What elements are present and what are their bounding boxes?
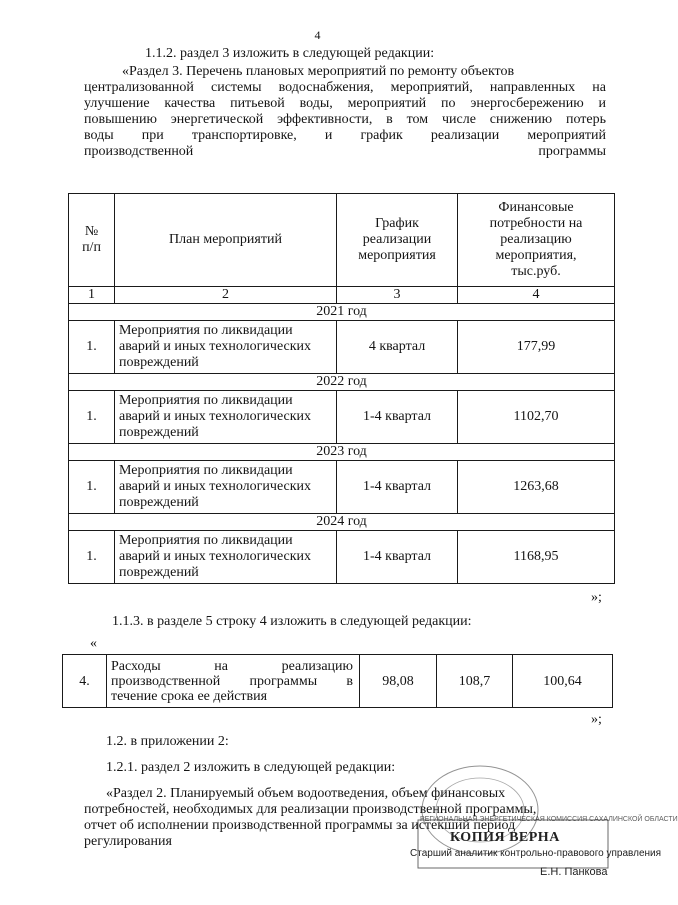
quote-line-3: повышению энергетической эффективности, в том числе снижению потерь [84,112,606,127]
table-row [69,391,615,444]
row-schedule: 1-4 квартал [337,461,458,514]
expenses-table [62,654,613,708]
year-label: 2024 год [69,514,615,531]
quote-line-5: производственной программы [84,144,606,159]
row-measure: Мероприятия по ликвидации аварий и иных технологических повреждений [115,321,337,374]
year-row-2022 [69,374,615,391]
row-measure: Мероприятия по ликвидации аварий и иных технологических повреждений [115,391,337,444]
year-label: 2021 год [69,304,615,321]
close-quote-1: »; [591,590,602,605]
row-value: 100,64 [513,655,613,708]
quote3-line-1: потребностей, необходимых для реализации производственной программы, [84,802,537,817]
col-number: 3 [337,287,458,304]
quote-line-4: воды при транспортировке, и график реализации мероприятий [84,128,606,143]
header-schedule: График реализации мероприятия [337,194,458,287]
header-plan: План мероприятий [115,194,337,287]
row-amount: 1102,70 [458,391,615,444]
header-finance: Финансовые потребности на реализацию мероприятия, тыс.руб. [458,194,615,287]
row-amount: 1168,95 [458,531,615,584]
stamp-signer-name: Е.Н. Панкова [540,866,608,878]
year-row-2024 [69,514,615,531]
table-row [69,461,615,514]
section-1-2-1: 1.2.1. раздел 2 изложить в следующей редакции: [106,760,396,775]
section-1-1-3: 1.1.3. в разделе 5 строку 4 изложить в следующей редакции: [112,614,472,629]
row-value: 108,7 [437,655,513,708]
row-measure: Мероприятия по ликвидации аварий и иных технологических повреждений [115,531,337,584]
col-number: 1 [69,287,115,304]
col-number: 2 [115,287,337,304]
quote-line-2: улучшение качества питьевой воды, мероприятий по энергосбережению и [84,96,606,111]
row-num: 1. [69,531,115,584]
table-row [63,655,613,708]
row-num: 1. [69,391,115,444]
row-num: 4. [63,655,107,708]
page-number: 4 [314,28,321,42]
quote-line-0: «Раздел 3. Перечень плановых мероприятий по ремонту объектов [122,64,515,79]
open-quote-2: « [90,636,97,651]
row-num: 1. [69,321,115,374]
row-schedule: 1-4 квартал [337,391,458,444]
section-1-1-2: 1.1.2. раздел 3 изложить в следующей редакции: [145,46,435,61]
quote3-line-3: регулирования [84,834,172,849]
quote-line-1: централизованной системы водоснабжения, мероприятий, направленных на [84,80,606,95]
table-header-row [69,194,615,287]
header-num: № п/п [69,194,115,287]
row-schedule: 4 квартал [337,321,458,374]
row-num: 1. [69,461,115,514]
year-row-2021 [69,304,615,321]
measures-table [68,193,615,584]
table-row [69,531,615,584]
year-label: 2022 год [69,374,615,391]
row-measure: Мероприятия по ликвидации аварий и иных технологических повреждений [115,461,337,514]
close-quote-2: »; [591,712,602,727]
copy-verified-label: КОПИЯ ВЕРНА [450,830,560,845]
row-amount: 1263,68 [458,461,615,514]
year-label: 2023 год [69,444,615,461]
section-1-2: 1.2. в приложении 2: [106,734,229,749]
row-value: 98,08 [360,655,437,708]
col-number: 4 [458,287,615,304]
quote3-line-2: отчет об исполнении производственной программы за истекший период [84,818,516,833]
table-row [69,321,615,374]
stamp-position: Старший аналитик контрольно-правового управления [410,848,662,859]
quote3-line-0: «Раздел 2. Планируемый объем водоотведения, объем финансовых [106,786,506,801]
column-numbers-row [69,287,615,304]
year-row-2023 [69,444,615,461]
row-amount: 177,99 [458,321,615,374]
seal-text: РЕГИОНАЛЬНАЯ ЭНЕРГЕТИЧЕСКАЯ КОМИССИЯ САХАЛИНСКОЙ ОБЛАСТИ [420,816,678,823]
row-expense-text: Расходы на реализацию производственной программы в течение срока ее действия [107,655,360,708]
row-schedule: 1-4 квартал [337,531,458,584]
